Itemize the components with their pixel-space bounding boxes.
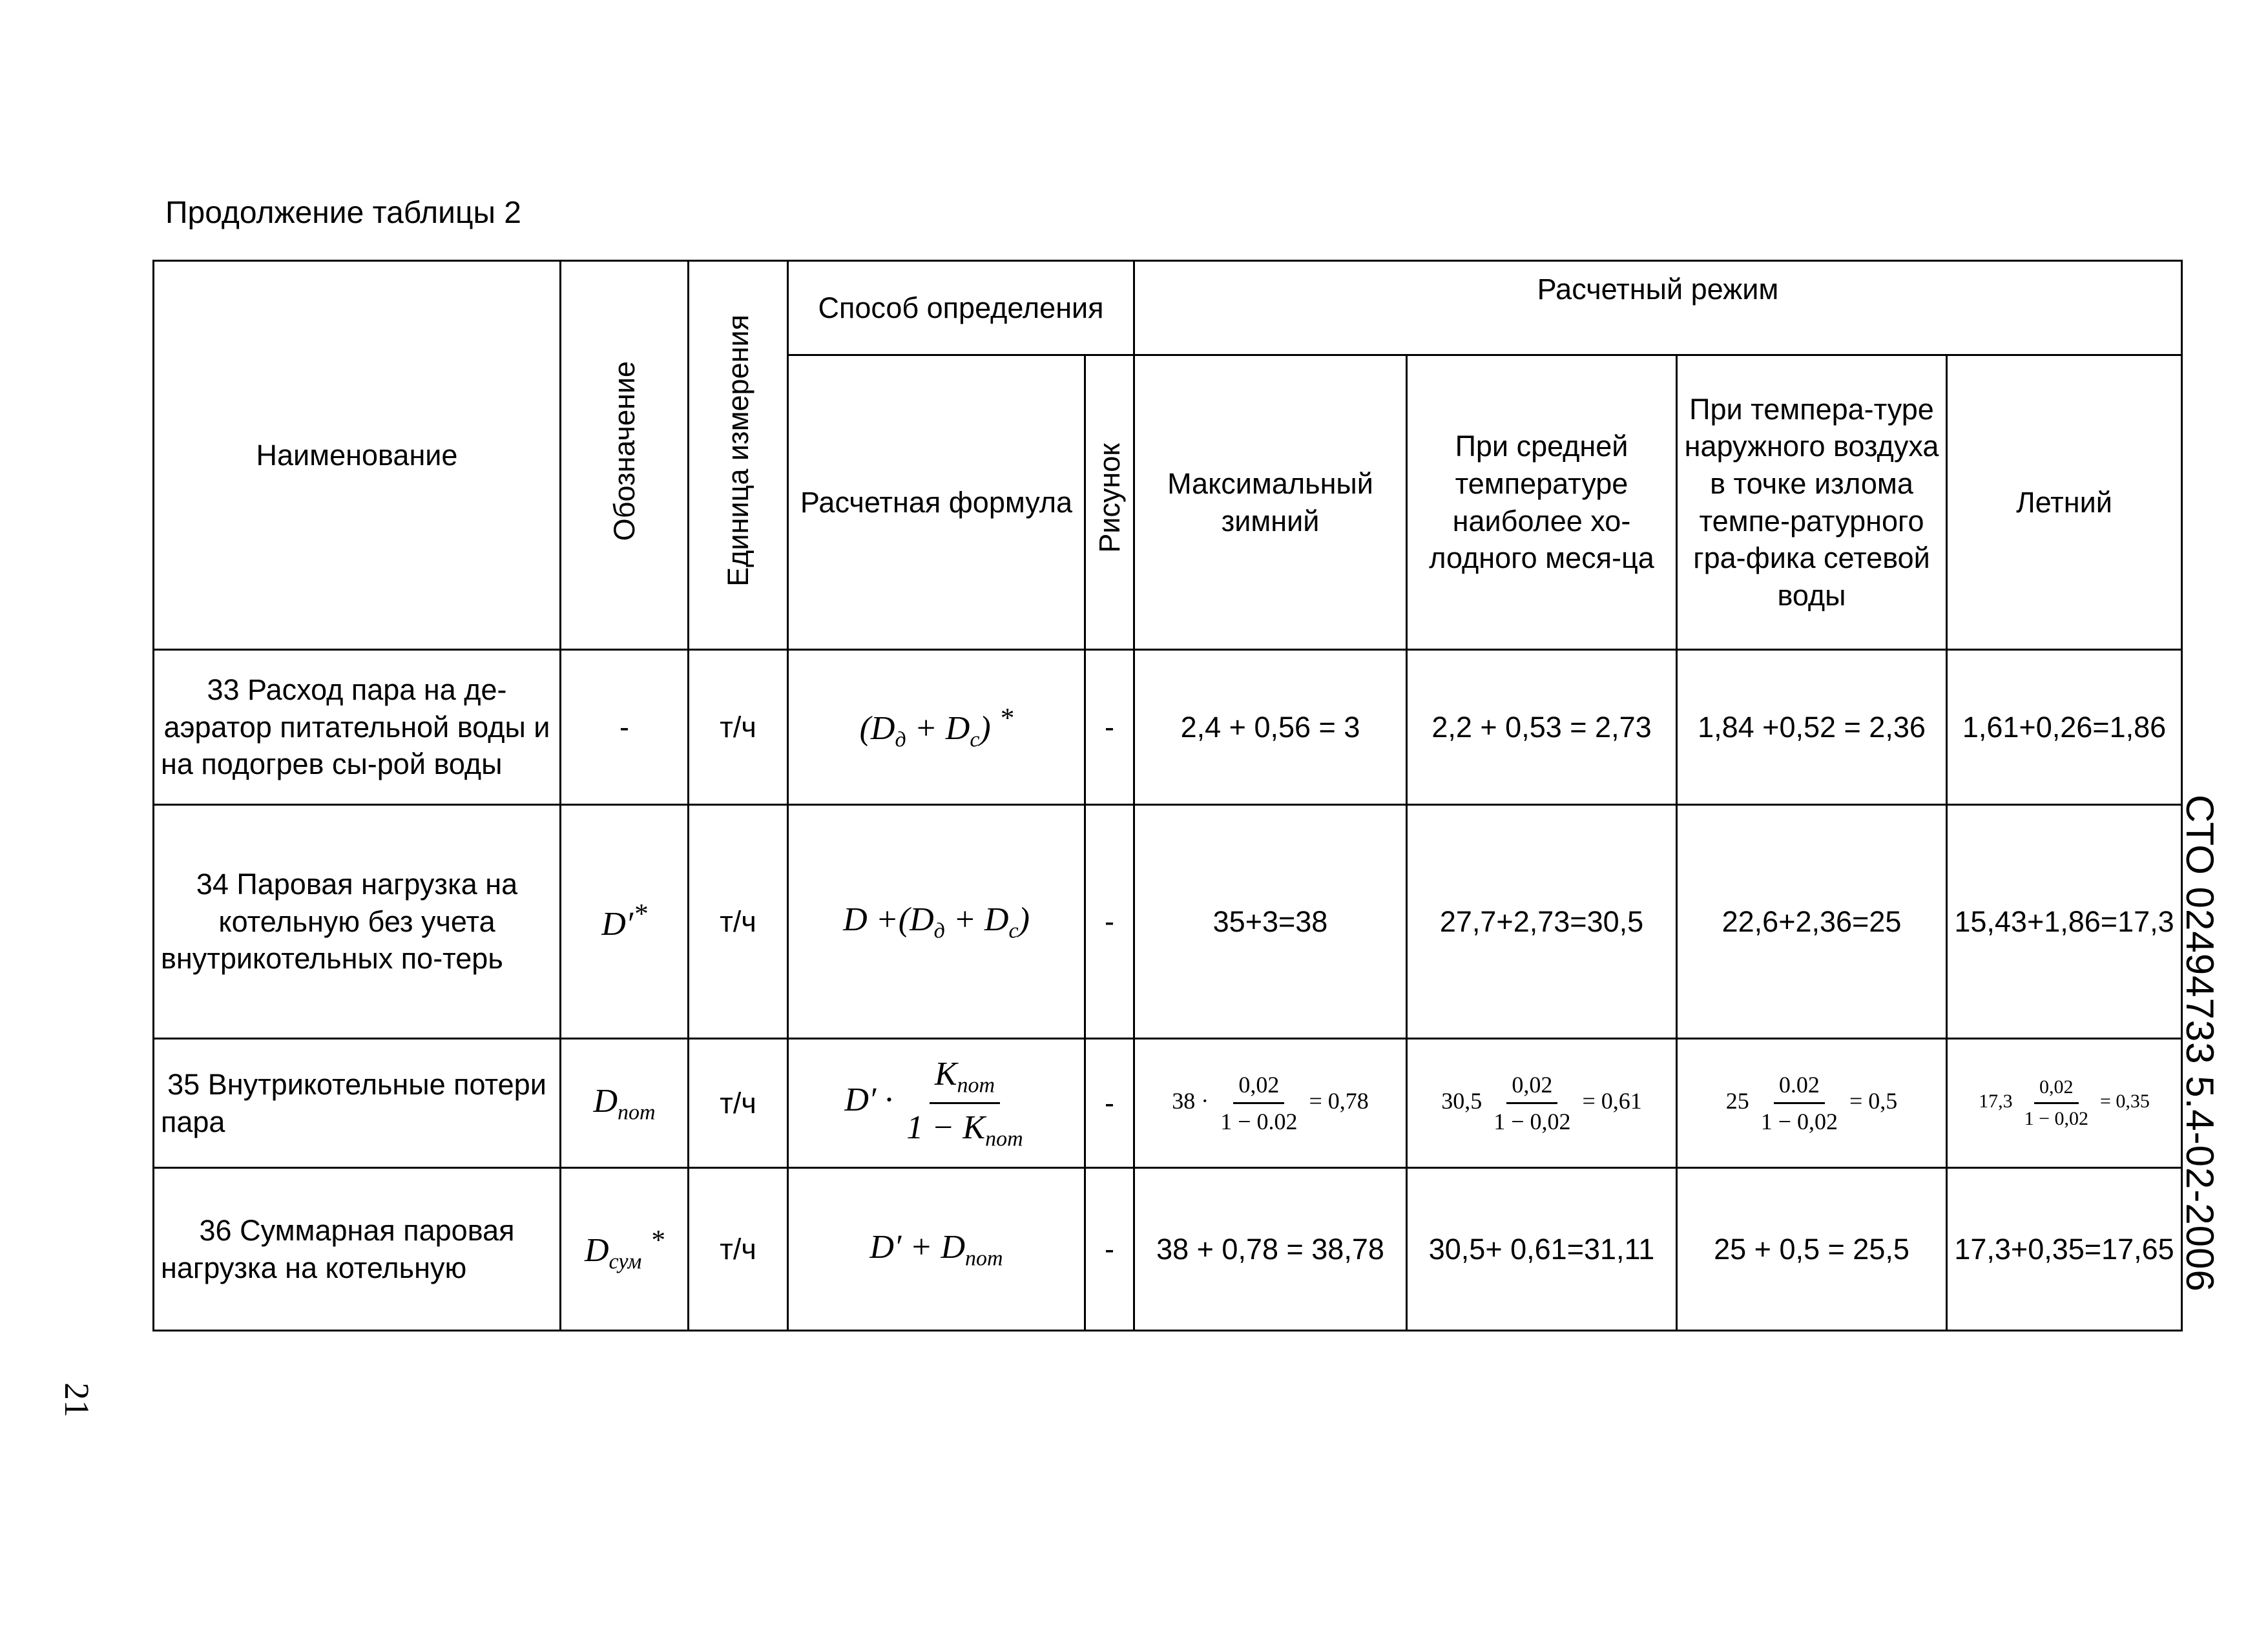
row-unit: т/ч (689, 805, 788, 1039)
formula-expression: $(D_д + D_с)$ * (859, 702, 1014, 752)
calc-pre: 17,3 (1979, 1091, 2013, 1112)
designation-symbol: $D_{пот}$ (593, 1082, 656, 1124)
row-name: 36 Суммарная паровая нагрузка на котельную (154, 1168, 561, 1331)
row-avg-cold (1407, 1039, 1677, 1168)
row-max-winter: 38 + 0,78 = 38,78 (1134, 1168, 1407, 1331)
row-name: 33 Расход пара на де-аэратор питательной воды и на подогрев сы-рой воды (154, 650, 561, 805)
calc-den: 1 − 0.02 (1220, 1109, 1298, 1134)
calc-post: = 0,35 (2100, 1091, 2150, 1112)
row-max-winter (1134, 1039, 1407, 1168)
calc-summer (1979, 1076, 2150, 1129)
header-mode: Расчетный режим (1134, 261, 2182, 355)
table-caption: Продолжение таблицы 2 (165, 196, 521, 230)
calc-post: = 0,61 (1582, 1087, 1642, 1114)
header-designation (561, 261, 689, 650)
designation-symbol: $D_{сум}$ * (584, 1224, 665, 1274)
row-break-point: 25 + 0,5 = 25,5 (1677, 1168, 1947, 1331)
formula-expression: D′ · $\frac{K_{пот}}{1 - K_{пот}}$ (844, 1081, 1028, 1118)
row-max-winter: 35+3=38 (1134, 805, 1407, 1039)
row-formula (788, 650, 1085, 805)
calc-avg-cold (1441, 1071, 1642, 1134)
row-unit: т/ч (689, 1168, 788, 1331)
calc-num: 0,02 (1233, 1070, 1284, 1104)
calc-pre: 30,5 (1441, 1087, 1483, 1114)
designation-symbol: D′* (601, 899, 647, 943)
row-summer: 15,43+1,86=17,3 (1947, 805, 2182, 1039)
header-summer: Летний (1947, 355, 2182, 650)
row-summer: 17,3+0,35=17,65 (1947, 1168, 2182, 1331)
row-name: 34 Паровая нагрузка на котельную без учета внутрикотельных по-терь (154, 805, 561, 1039)
header-name: Наименование (154, 261, 561, 650)
table-row (154, 1168, 2182, 1331)
header-method: Способ определения (788, 261, 1134, 355)
calc-break-point (1725, 1071, 1898, 1134)
row-figure: - (1085, 805, 1134, 1039)
table-row (154, 1039, 2182, 1168)
calc-num: 0,02 (2034, 1075, 2079, 1104)
row-break-point: 1,84 +0,52 = 2,36 (1677, 650, 1947, 805)
table-row (154, 650, 2182, 805)
calc-pre: 25 (1725, 1087, 1749, 1114)
row-formula (788, 1039, 1085, 1168)
row-break-point: 22,6+2,36=25 (1677, 805, 1947, 1039)
row-summer (1947, 1039, 2182, 1168)
row-figure: - (1085, 1039, 1134, 1168)
header-avg-cold: При средней температуре наиболее хо-лодного меся-ца (1407, 355, 1677, 650)
row-formula (788, 1168, 1085, 1331)
page-number: 21 (57, 1383, 96, 1417)
formula-expression: $D +(D_д + D_с)$ (843, 901, 1030, 943)
data-table (152, 260, 2183, 1331)
calc-num: 0,02 (1506, 1070, 1557, 1104)
header-max-winter: Максимальный зимний (1134, 355, 1407, 650)
row-figure: - (1085, 1168, 1134, 1331)
header-unit (689, 261, 788, 650)
row-max-winter: 2,4 + 0,56 = 3 (1134, 650, 1407, 805)
row-designation: - (561, 650, 689, 805)
header-unit-text: Единица измерения (721, 315, 754, 587)
row-avg-cold: 2,2 + 0,53 = 2,73 (1407, 650, 1677, 805)
header-break-point: При темпера-туре наружного воздуха в точке излома темпе-ратурного гра-фика сетевой воды (1677, 355, 1947, 650)
row-name: 35 Внутрикотельные потери пара (154, 1039, 561, 1168)
calc-den: 1 − 0,02 (2024, 1108, 2088, 1129)
calc-den: 1 − 0,02 (1760, 1109, 1838, 1134)
table-row (154, 805, 2182, 1039)
row-designation (561, 805, 689, 1039)
header-designation-text: Обозначение (607, 360, 641, 541)
row-unit: т/ч (689, 1039, 788, 1168)
row-designation (561, 1168, 689, 1331)
row-avg-cold: 30,5+ 0,61=31,11 (1407, 1168, 1677, 1331)
row-avg-cold: 27,7+2,73=30,5 (1407, 805, 1677, 1039)
calc-post: = 0,5 (1849, 1087, 1898, 1114)
document-code: СТО 02494733 5.4-02-2006 (2178, 795, 2221, 1292)
row-summer: 1,61+0,26=1,86 (1947, 650, 2182, 805)
calc-pre: 38 · (1172, 1087, 1209, 1114)
row-formula (788, 805, 1085, 1039)
header-figure-text: Рисунок (1092, 443, 1126, 553)
header-formula: Расчетная формула (788, 355, 1085, 650)
calc-max-winter (1172, 1071, 1369, 1134)
calc-den: 1 − 0,02 (1493, 1109, 1571, 1134)
row-break-point (1677, 1039, 1947, 1168)
calc-num: 0.02 (1774, 1070, 1825, 1104)
header-figure (1085, 355, 1134, 650)
row-figure: - (1085, 650, 1134, 805)
row-unit: т/ч (689, 650, 788, 805)
calc-post: = 0,78 (1309, 1087, 1369, 1114)
formula-expression: $D' + D_{пот}$ (869, 1228, 1003, 1270)
row-designation (561, 1039, 689, 1168)
